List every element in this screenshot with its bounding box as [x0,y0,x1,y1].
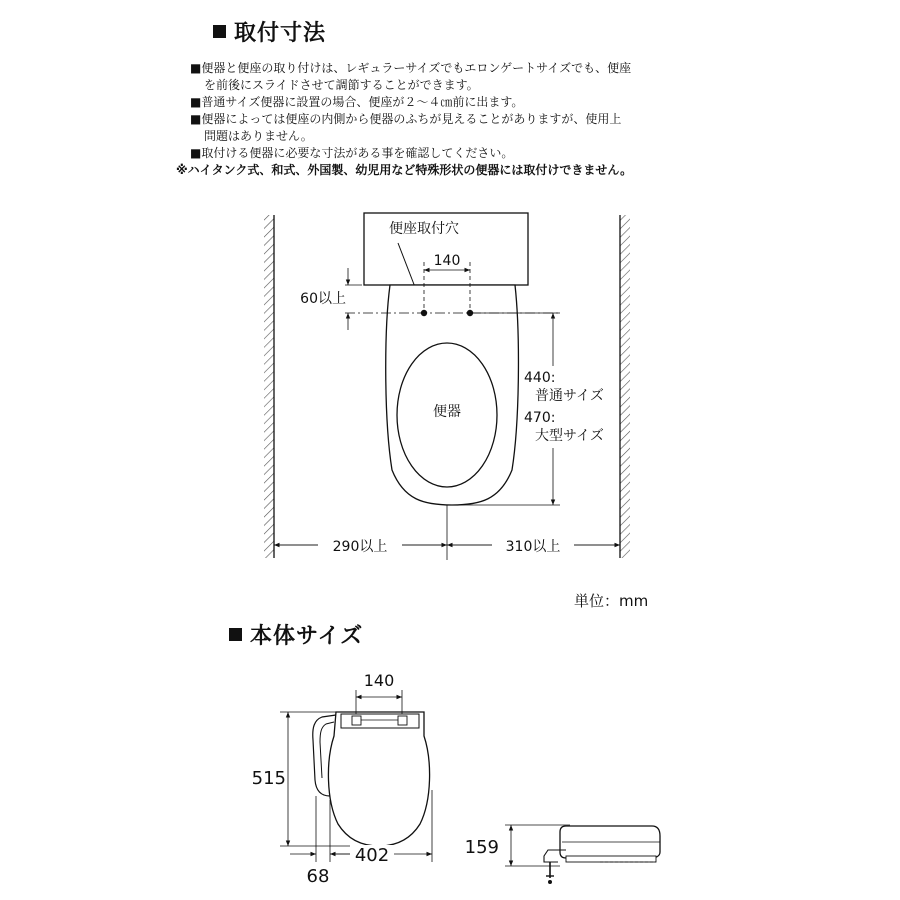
left-clearance-value: 290以上 [332,539,388,555]
note-line: ■普通サイズ便器に設置の場合、便座が２～４㎝前に出ます。 [190,95,524,109]
mounting-bracket-right [398,716,407,725]
install-dimensions-title: 取付寸法 [234,21,327,46]
right-wall [620,215,630,558]
square-bullet-icon [229,628,242,641]
note-line: ■便器と便座の取り付けは、レギュラーサイズでもエロンゲートサイズでも、便座 [190,61,632,75]
body-length-value: 515 [251,768,286,789]
toilet-label: 便器 [433,404,461,420]
length-large-label: 大型サイズ [535,428,604,444]
length-large-value: 470: [524,410,556,426]
warning-line: ※ハイタンク式、和式、外国製、幼児用など特殊形状の便器には取付けできません。 [176,163,633,177]
seat-outline [328,712,429,846]
left-wall [264,215,274,558]
note-line: ■便器によっては便座の内側から便器のふちが見えることがありますが、使用上 [190,112,622,126]
min-depth-value: 60以上 [300,291,346,307]
hole-label: 便座取付穴 [389,221,459,237]
install-diagram [264,213,630,560]
note-line: を前後にスライドさせて調節することができます。 [204,78,479,92]
hole-spacing-value: 140 [433,253,461,269]
right-clearance-value: 310以上 [505,539,561,555]
length-regular-value: 440: [524,370,556,386]
note-line: ■取付ける便器に必要な寸法がある事を確認してください。 [190,146,514,160]
body-width-value: 402 [354,845,390,866]
mounting-hole-left [421,310,427,316]
length-regular-label: 普通サイズ [535,388,604,404]
note-line: 問題はありません。 [204,129,313,143]
unit-label: 単位：mm [574,592,649,610]
body-size-title: 本体サイズ [250,624,364,649]
body-height-value: 159 [464,837,499,858]
mounting-bracket-left [352,716,361,725]
body-top-view [252,671,432,887]
body-hole-spacing-value: 140 [363,671,395,690]
body-side-view [465,825,660,884]
side-offset-value: 68 [306,866,330,887]
